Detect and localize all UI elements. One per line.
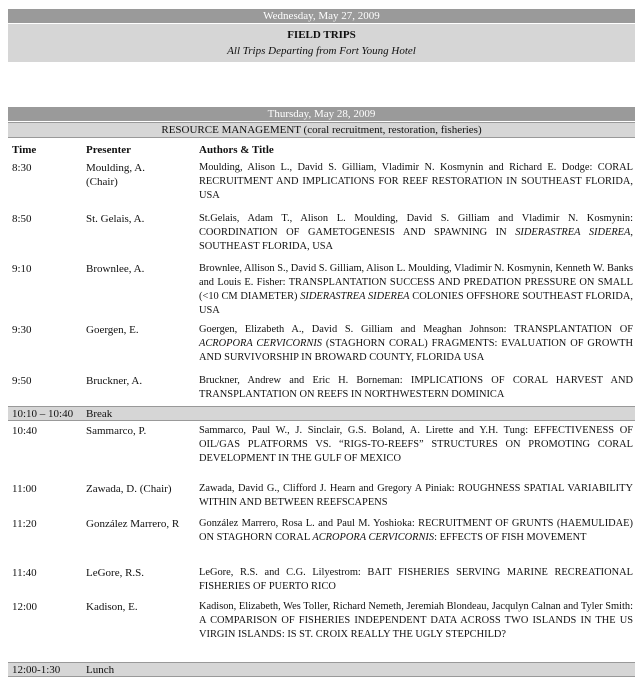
talk-presenter: Sammarco, P.: [86, 425, 147, 437]
title-text: Goergen, Elizabeth A., David S. Gilliam and Meaghan Johnson: TRANSPLANTATION OF: [199, 324, 633, 335]
talk-presenter: [86, 161, 206, 189]
header-time: Time: [12, 144, 37, 156]
field-trips-subtitle: All Trips Departing from Fort Young Hotel: [227, 45, 416, 57]
talk-title: [199, 424, 633, 466]
talk-time: 11:20: [12, 518, 37, 530]
talk-time: 12:00: [12, 601, 38, 613]
talk-title: [199, 262, 633, 318]
species-name: SIDERASTREA SIDEREA: [515, 227, 631, 238]
day2-date-bar: Thursday, May 28, 2009: [8, 107, 635, 121]
talk-time: 9:10: [12, 263, 32, 275]
talk-time: 9:30: [12, 324, 32, 336]
talk-time: 9:50: [12, 375, 32, 387]
lunch-time: 12:00-1:30: [12, 664, 61, 676]
talk-presenter: Bruckner, A.: [86, 375, 143, 387]
title-text-cont: (STAGHORN CORAL) FRAGMENTS: EVALUATION OF GROWTH AND SURVIVORSHIP IN BROWARD COUNTY, FLORIDA USA: [199, 338, 633, 363]
talk-title: [199, 374, 633, 402]
break-label: Break: [86, 408, 113, 420]
species-name: ACROPORA CERVICORNIS: [312, 532, 435, 543]
talk-title: [199, 161, 633, 203]
title-text: LeGore, R.S. and C.G. Lilyestrom: BAIT FISHERIES SERVING MARINE RECREATIONAL FISHERIES OF PUERTO RICO: [199, 567, 633, 592]
title-text: Kadison, Elizabeth, Wes Toller, Richard Nemeth, Jeremiah Blondeau, Jacqulyn Calnan and Tyler Smith: A COMPARISON OF FISHERIES INDEPENDENT DATA ACROSS TWO ISLANDS IN THE US VIRGIN ISLANDS: IS ST. CROIX REALLY THE UGLY STEPCHILD?: [199, 601, 633, 640]
talk-title: [199, 517, 633, 545]
talk-presenter: LeGore, R.S.: [86, 567, 145, 579]
break-time: 10:10 – 10:40: [12, 408, 74, 420]
lunch-label: Lunch: [86, 664, 115, 676]
session-title: RESOURCE MANAGEMENT (coral recruitment, restoration, fisheries): [161, 124, 482, 136]
title-text: Sammarco, Paul W., J. Sinclair, G.S. Boland, A. Lirette and Y.H. Tung: EFFECTIVENESS OF OIL/GAS PLATFORMS VS. “RIGS-TO-REEFS” STRUCTURES ON PROMOTING CORAL DEVELOPMENT IN THE GULF OF MEXICO: [199, 425, 633, 464]
title-text: Bruckner, Andrew and Eric H. Borneman: IMPLICATIONS OF CORAL HARVEST AND TRANSPLANTATION ON REEFS IN NORTHWESTERN DOMINICA: [199, 375, 633, 400]
header-presenter: Presenter: [86, 144, 131, 156]
talk-title: [199, 212, 633, 254]
talk-presenter: González Marrero, R: [86, 518, 180, 530]
talk-title: [199, 323, 633, 365]
header-authors-title: Authors & Title: [199, 144, 274, 156]
lunch-row: [8, 662, 635, 677]
talk-time: 11:00: [12, 483, 37, 495]
title-text: González Marrero, Rosa L. and Paul M. Yoshioka: RECRUITMENT OF GRUNTS (HAEMULIDAE) ON STAGHORN CORAL: [199, 518, 633, 543]
title-text-cont: , SOUTHEAST FLORIDA, USA: [199, 227, 633, 252]
break-row: [8, 406, 635, 421]
talk-title: [199, 600, 633, 642]
talk-title: [199, 566, 633, 594]
day1-date-bar: Wednesday, May 27, 2009: [8, 9, 635, 23]
talk-time: 11:40: [12, 567, 37, 579]
talk-presenter: Zawada, D. (Chair): [86, 483, 172, 495]
talk-time: 8:30: [12, 162, 32, 174]
talk-presenter: Goergen, E.: [86, 324, 139, 336]
presenter-role: (Chair): [86, 176, 118, 188]
talk-time: 10:40: [12, 425, 38, 437]
talk-presenter: Kadison, E.: [86, 601, 138, 613]
title-text: Brownlee, Allison S., David S. Gilliam, Alison L. Moulding, Vladimir N. Kosmynin, Kenneth W. Banks and Louis E. Fisher: TRANSPLANTATION SUCCESS AND PREDATION PRESSURE ON SMALL (<10 CM DIAMETER): [199, 263, 633, 302]
title-text-cont: : EFFECTS OF FISH MOVEMENT: [434, 532, 587, 543]
title-text: Zawada, David G., Clifford J. Hearn and Gregory A Piniak: ROUGHNESS SPATIAL VARIABILITY WITHIN AND BETWEEN REEFSCAPENS: [199, 483, 633, 508]
title-text-cont: COLONIES OFFSHORE SOUTHEAST FLORIDA, USA: [199, 291, 633, 316]
field-trips-title: FIELD TRIPS: [287, 29, 356, 41]
species-name: SIDERASTREA SIDEREA: [300, 291, 410, 302]
title-text: St.Gelais, Adam T., Alison L. Moulding, David S. Gilliam and Vladimir N. Kosmynin: COORDINATION OF GAMETOGENESIS AND SPAWNING IN: [199, 213, 633, 238]
talk-presenter: St. Gelais, A.: [86, 213, 145, 225]
presenter-name: Moulding, A.: [86, 162, 145, 174]
talk-title: [199, 482, 633, 510]
talk-presenter: Brownlee, A.: [86, 263, 145, 275]
talk-time: 8:50: [12, 213, 32, 225]
title-text: Moulding, Alison L., David S. Gilliam, Vladimir N. Kosmynin and Richard E. Dodge: CORAL RECRUITMENT AND IMPLICATIONS FOR REEF RESTORATION IN SOUTHEAST FLORIDA, USA: [199, 162, 633, 201]
species-name: ACROPORA CERVICORNIS: [199, 338, 322, 349]
